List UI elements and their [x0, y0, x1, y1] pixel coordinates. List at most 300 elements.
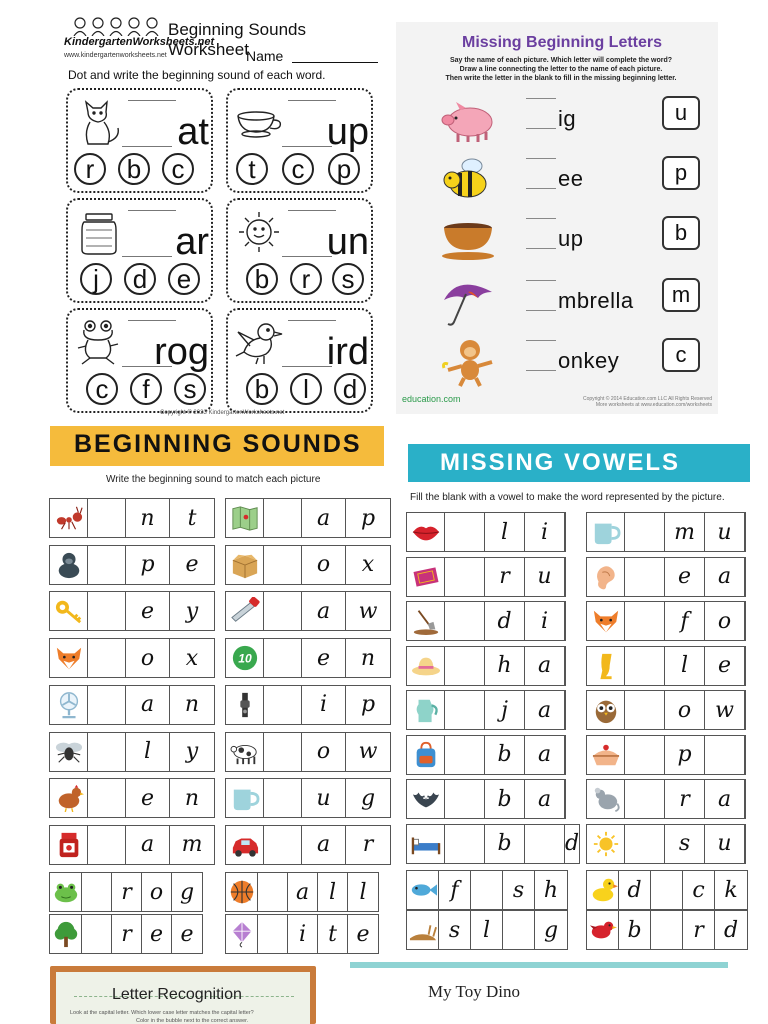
word-ending: ird: [326, 331, 369, 373]
letter-cell: t: [318, 915, 348, 953]
grid-row: [49, 638, 215, 678]
name-label: Name: [246, 48, 284, 64]
letter-cell: k: [724, 877, 738, 903]
dino-title: My Toy Dino: [428, 982, 521, 1001]
letter-box[interactable]: m: [662, 278, 700, 312]
letter-cell: e: [356, 921, 370, 947]
word-ending: at: [177, 111, 209, 153]
letter-cell: o: [126, 639, 170, 677]
letter-cell: p: [665, 736, 705, 774]
svg-text:10: 10: [237, 651, 252, 666]
ws1-item: [66, 88, 213, 193]
bird-icon: [587, 911, 619, 949]
letter-cell: w: [358, 739, 378, 764]
grid-row: [586, 601, 746, 641]
blank-cell[interactable]: [705, 736, 745, 774]
letter-cell: a: [288, 873, 318, 911]
write-line[interactable]: [282, 146, 332, 147]
jar-icon: [74, 208, 124, 256]
letter-cell: b: [619, 911, 651, 949]
letter-cell: l: [318, 873, 348, 911]
ws2-row: [396, 334, 718, 394]
instruction-line: Then write the letter in the blank to fill in the missing beginning letter.: [445, 75, 677, 82]
write-line[interactable]: [526, 248, 556, 249]
letter-choice[interactable]: f: [130, 373, 162, 405]
ws5-instruction: Look at the capital letter. Which lower case letter matches the capital letter?: [70, 1010, 254, 1016]
letter-cell: n: [360, 645, 376, 671]
letter-choice[interactable]: b: [118, 153, 150, 185]
letter-box[interactable]: c: [662, 338, 700, 372]
grid-row: [406, 646, 566, 686]
letter-cell: r: [665, 780, 705, 818]
letter-cell: e: [180, 921, 194, 947]
grid-row: [225, 591, 391, 631]
grid-row: [406, 779, 566, 819]
word-part: mbrella: [558, 288, 634, 313]
letter-cell: b: [485, 825, 525, 863]
fish-icon: [407, 871, 439, 909]
ws3-instruction: Write the beginning sound to match each picture: [106, 474, 321, 485]
ws4-title: MISSING VOWELS: [440, 449, 681, 476]
letter-choice[interactable]: b: [246, 263, 278, 295]
write-line[interactable]: [526, 188, 556, 189]
cat-icon: [74, 98, 124, 146]
letter-choice[interactable]: j: [80, 263, 112, 295]
ws1-item: [226, 308, 373, 413]
write-line[interactable]: [526, 128, 556, 129]
map-icon: [226, 499, 264, 537]
blank-cell[interactable]: [88, 499, 126, 537]
jam-icon: [50, 826, 88, 864]
trace-line: [128, 210, 176, 211]
word-ending: up: [326, 111, 369, 153]
letter-cell: d: [619, 871, 651, 909]
grid-row: [49, 591, 215, 631]
letter-cell: o: [665, 691, 705, 729]
leg-icon: [587, 647, 625, 685]
letter-cell: a: [126, 826, 170, 864]
blank-cell[interactable]: [264, 499, 302, 537]
bird-icon: [234, 318, 284, 366]
letter-cell: i: [525, 602, 565, 640]
letter-choice[interactable]: p: [328, 153, 360, 185]
letter-cell: h: [543, 877, 559, 903]
letter-cell: n: [126, 499, 170, 537]
pig-icon: [438, 96, 498, 146]
gorilla-icon: [50, 546, 88, 584]
ws2-title: Missing Beginning Letters: [462, 34, 663, 51]
letter-cell: t: [187, 505, 197, 531]
ws5-title: Letter Recognition: [112, 986, 242, 1003]
trace-line: [526, 280, 556, 281]
blank-cell[interactable]: [88, 639, 126, 677]
blank-cell[interactable]: [88, 779, 126, 817]
letter-cell: r: [362, 832, 374, 858]
blank-cell[interactable]: [88, 592, 126, 630]
blank-cell[interactable]: [445, 513, 485, 551]
trace-line: [128, 100, 176, 101]
owl-icon: [587, 691, 625, 729]
ws1-instruction: Dot and write the beginning sound of each word.: [68, 68, 326, 82]
hat-icon: [407, 647, 445, 685]
letter-choice[interactable]: l: [290, 373, 322, 405]
blank-cell[interactable]: [625, 558, 665, 596]
brand-logo: [64, 16, 215, 50]
blank-cell[interactable]: [264, 546, 302, 584]
blank-cell[interactable]: [625, 647, 665, 685]
grid-row: [406, 870, 568, 910]
worksheet-missing-letters: [396, 22, 718, 414]
fox-icon: [50, 639, 88, 677]
letter-cell: r: [683, 911, 715, 949]
letter-cell: i: [525, 513, 565, 551]
trace-line: [288, 210, 336, 211]
letter-cell: o: [302, 733, 346, 771]
write-line[interactable]: [526, 310, 556, 311]
letter-cell: e: [142, 915, 172, 953]
bee-icon: [438, 156, 498, 206]
worksheet-beginning-sounds-grid: [40, 426, 390, 960]
fly-icon: [50, 733, 88, 771]
letter-cell: x: [185, 645, 199, 671]
blank-cell[interactable]: [264, 592, 302, 630]
copyright-line: More worksheets at www.education.com/worksheets: [595, 402, 712, 408]
letter-choice[interactable]: d: [334, 373, 366, 405]
grid-row: [406, 690, 566, 730]
ball-icon: [226, 873, 258, 911]
grid-row: [225, 498, 391, 538]
blank-cell[interactable]: [88, 826, 126, 864]
worksheet-letter-recognition: [50, 966, 316, 1024]
blank-cell[interactable]: [445, 558, 485, 596]
ws3-title: BEGINNING SOUNDS: [74, 430, 362, 458]
grid-row: [49, 732, 215, 772]
kite-icon: [226, 915, 258, 953]
letter-cell: i: [288, 915, 318, 953]
blank-cell[interactable]: [651, 871, 683, 909]
letter-cell: e: [126, 779, 170, 817]
letter-cell: a: [302, 592, 346, 630]
letter-cell: a: [705, 558, 745, 596]
letter-cell: a: [525, 736, 565, 774]
ws1-item: [226, 198, 373, 303]
blank-cell[interactable]: [264, 733, 302, 771]
grid-row: [49, 872, 203, 912]
letter-cell: d: [565, 831, 580, 856]
grid-row: [586, 735, 746, 775]
letter-cell: r: [112, 915, 142, 953]
letter-box[interactable]: u: [662, 96, 700, 130]
letter-cell: d: [723, 917, 739, 943]
ws2-row: [396, 212, 718, 272]
worksheet-beginning-sounds: [60, 12, 385, 420]
word-part: onkey: [558, 348, 620, 373]
letter-cell: u: [705, 825, 745, 863]
grid-row: [49, 914, 203, 954]
blank-cell[interactable]: [625, 691, 665, 729]
grid-row: [586, 646, 746, 686]
letter-cell: r: [112, 873, 142, 911]
letter-cell: o: [302, 546, 346, 584]
key-icon: [50, 592, 88, 630]
blank-cell[interactable]: [258, 873, 288, 911]
letter-choice[interactable]: s: [174, 373, 206, 405]
word-ending: rog: [154, 331, 209, 373]
ws2-row: [396, 274, 718, 334]
blank-cell[interactable]: [88, 546, 126, 584]
blank-cell[interactable]: [264, 826, 302, 864]
letter-cell: a: [525, 691, 565, 729]
word-part: ee: [558, 166, 584, 191]
letter-cell: j: [485, 691, 525, 729]
car-icon: [226, 826, 264, 864]
instruction-line: Draw a line connecting the letter to the name of each picture.: [459, 66, 663, 73]
letter-cell: s: [439, 911, 471, 949]
ws2-copyright: [583, 396, 712, 408]
letter-cell: w: [358, 598, 378, 624]
word-ending: ar: [175, 221, 209, 263]
blank-cell[interactable]: [445, 691, 485, 729]
write-line[interactable]: [526, 370, 556, 371]
grid-row: [225, 872, 379, 912]
letter-cell: d: [485, 602, 525, 640]
blank-cell[interactable]: [445, 736, 485, 774]
letter-cell: y: [185, 598, 199, 624]
letter-choice[interactable]: b: [246, 373, 278, 405]
letter-choice[interactable]: c: [86, 373, 118, 405]
letter-cell: l: [485, 513, 525, 551]
blank-cell[interactable]: [625, 602, 665, 640]
blank-cell[interactable]: [82, 873, 112, 911]
mug-icon: [226, 779, 264, 817]
letter-cell: m: [665, 513, 705, 551]
blank-cell[interactable]: [625, 513, 665, 551]
grid-row: [406, 824, 580, 864]
letter-cell: l: [471, 911, 503, 949]
mug-icon: [587, 513, 625, 551]
blank-cell[interactable]: [625, 780, 665, 818]
ten-icon: [226, 639, 264, 677]
letter-cell: g: [360, 785, 376, 811]
write-line[interactable]: [282, 366, 332, 367]
letter-choice[interactable]: r: [290, 263, 322, 295]
letter-choice[interactable]: r: [74, 153, 106, 185]
grid-row: [49, 685, 215, 725]
grid-row: [49, 545, 215, 585]
letter-cell: e: [302, 639, 346, 677]
jug-icon: [407, 691, 445, 729]
write-line[interactable]: [122, 146, 172, 147]
letter-cell: p: [360, 505, 376, 531]
letter-cell: e: [185, 552, 199, 578]
bat-icon: [407, 780, 445, 818]
blank-cell[interactable]: [525, 825, 565, 863]
letter-cell: w: [705, 691, 745, 729]
instruction-line: Say the name of each picture. Which letter will complete the word?: [449, 57, 673, 64]
duck-icon: [587, 871, 619, 909]
letter-cell: o: [142, 873, 172, 911]
trace-line: [288, 100, 336, 101]
word-ending: un: [326, 221, 369, 263]
saw-icon: [226, 592, 264, 630]
letter-cell: u: [302, 779, 346, 817]
sun-icon: [234, 208, 284, 256]
letter-choice[interactable]: s: [332, 263, 364, 295]
blank-cell[interactable]: [445, 602, 485, 640]
letter-cell: o: [705, 602, 745, 640]
letter-choice[interactable]: d: [124, 263, 156, 295]
letter-cell: p: [126, 546, 170, 584]
rug-icon: [407, 558, 445, 596]
letter-cell: b: [485, 736, 525, 774]
monkey-icon: [438, 338, 498, 388]
ws3-banner: [50, 426, 384, 466]
dino-divider: [350, 962, 728, 968]
grid-row: [406, 512, 566, 552]
grid-row: [225, 825, 391, 865]
ws1-item: [66, 308, 213, 413]
blank-cell[interactable]: [88, 733, 126, 771]
letter-cell: h: [485, 647, 525, 685]
trace-line: [526, 218, 556, 219]
grid-row: [49, 498, 215, 538]
blank-cell[interactable]: [264, 779, 302, 817]
letter-cell: b: [485, 780, 525, 818]
fox-icon: [587, 602, 625, 640]
grid-row: [406, 601, 566, 641]
fan-icon: [50, 686, 88, 724]
site-url: www.kindergartenworksheets.net: [64, 52, 167, 59]
blank-cell[interactable]: [445, 780, 485, 818]
ant-icon: [50, 499, 88, 537]
blank-cell[interactable]: [625, 736, 665, 774]
ws5-inner: [56, 972, 310, 1024]
frog-icon: [74, 318, 124, 366]
grid-row: [225, 732, 391, 772]
grid-row: [49, 778, 215, 818]
grid-row: [225, 638, 391, 678]
letter-cell: g: [179, 879, 195, 905]
dig-icon: [407, 602, 445, 640]
ws2-row: [396, 92, 718, 152]
letter-cell: n: [184, 692, 200, 718]
ws2-row: [396, 152, 718, 212]
ws1-item: [66, 198, 213, 303]
name-line[interactable]: [292, 62, 378, 63]
blank-cell[interactable]: [445, 647, 485, 685]
letter-cell: a: [302, 826, 346, 864]
blank-cell[interactable]: [264, 686, 302, 724]
word-part: up: [558, 226, 584, 251]
ws1-title: Beginning Sounds Worksheet: [168, 20, 307, 59]
blank-cell[interactable]: [445, 825, 485, 863]
blank-cell[interactable]: [82, 915, 112, 953]
letter-cell: l: [126, 733, 170, 771]
grid-row: [225, 778, 391, 818]
brand-name: KindergartenWorksheets.net: [64, 36, 215, 48]
trace-line: [526, 98, 556, 99]
education-logo: education.com: [402, 394, 461, 404]
blank-cell[interactable]: [88, 686, 126, 724]
letter-cell: s: [665, 825, 705, 863]
hen-icon: [50, 779, 88, 817]
bag-icon: [407, 736, 445, 774]
blank-cell[interactable]: [503, 911, 535, 949]
grid-row: [586, 824, 746, 864]
box-icon: [226, 546, 264, 584]
pie-icon: [587, 736, 625, 774]
grid-row: [586, 512, 746, 552]
grid-row: [586, 910, 748, 950]
blank-cell[interactable]: [651, 911, 683, 949]
letter-cell: r: [485, 558, 525, 596]
write-line[interactable]: [282, 256, 332, 257]
letter-cell: u: [525, 558, 565, 596]
letter-cell: a: [302, 499, 346, 537]
blank-cell[interactable]: [258, 915, 288, 953]
letter-box[interactable]: p: [662, 156, 700, 190]
letter-cell: p: [360, 692, 376, 718]
grid-row: [406, 735, 566, 775]
letter-cell: n: [184, 785, 200, 811]
trace-line: [526, 158, 556, 159]
blank-cell[interactable]: [471, 871, 503, 909]
ear-icon: [587, 558, 625, 596]
write-line[interactable]: [122, 256, 172, 257]
zip-icon: [226, 686, 264, 724]
bed-icon: [407, 825, 445, 863]
word-part: ig: [558, 106, 577, 131]
letter-cell: c: [683, 871, 715, 909]
ws5-instruction: Color in the bubble next to the correct answer.: [136, 1018, 249, 1024]
grid-row: [49, 825, 215, 865]
letter-choice[interactable]: c: [162, 153, 194, 185]
tree-icon: [50, 915, 82, 953]
blank-cell[interactable]: [625, 825, 665, 863]
letter-cell: e: [126, 592, 170, 630]
letter-choice[interactable]: t: [236, 153, 268, 185]
cup-icon: [438, 216, 498, 266]
letter-cell: x: [361, 552, 375, 578]
letter-cell: g: [543, 917, 559, 943]
ws1-copyright: Copyright © 2023 KindergartenWorksheets.net: [160, 410, 285, 416]
grid-row: [225, 545, 391, 585]
grid-row: [586, 779, 746, 819]
grid-row: [225, 685, 391, 725]
letter-cell: l: [359, 879, 367, 905]
letter-cell: f: [439, 871, 471, 909]
letter-box[interactable]: b: [662, 216, 700, 250]
trace-line: [288, 320, 336, 321]
letter-choice[interactable]: c: [282, 153, 314, 185]
ws4-instruction: Fill the blank with a vowel to make the word represented by the picture.: [410, 492, 725, 503]
cup-icon: [234, 98, 284, 146]
letter-choice[interactable]: e: [168, 263, 200, 295]
frog-icon: [50, 873, 82, 911]
letter-cell: e: [665, 558, 705, 596]
grid-row: [225, 914, 379, 954]
ws1-item: [226, 88, 373, 193]
letter-cell: m: [181, 832, 203, 858]
letter-cell: a: [705, 780, 745, 818]
letter-cell: e: [705, 647, 745, 685]
letter-cell: f: [665, 602, 705, 640]
letter-cell: y: [185, 739, 199, 764]
trace-line: [526, 340, 556, 341]
blank-cell[interactable]: [264, 639, 302, 677]
umbrella-icon: [438, 278, 498, 328]
grid-row: [406, 910, 568, 950]
